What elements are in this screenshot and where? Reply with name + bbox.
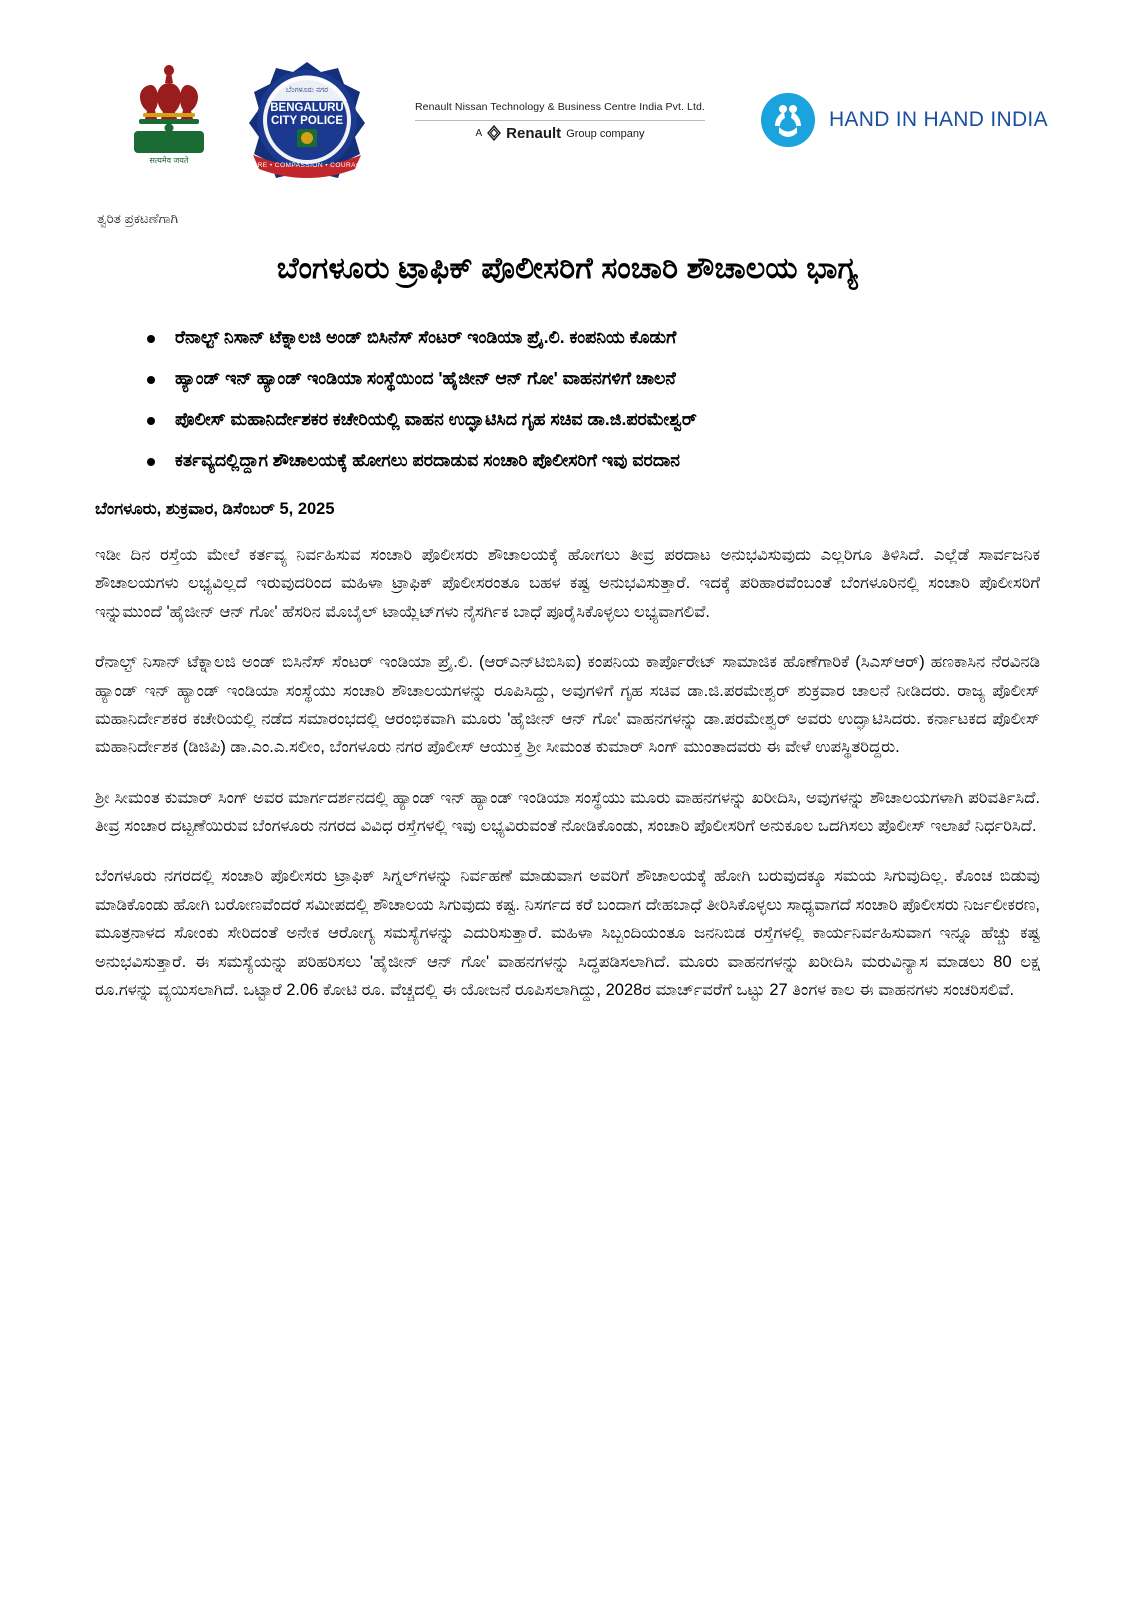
svg-text:ಬೆಂಗಳೂರು ನಗರ: ಬೆಂಗಳೂರು ನಗರ [285, 85, 329, 94]
renault-group-prefix: A [475, 128, 483, 140]
logo-bar [95, 55, 1048, 185]
renault-diamond-icon [487, 125, 501, 145]
india-national-emblem-icon [113, 57, 225, 183]
emblem-caption: सत्यमेव जयते [149, 156, 189, 165]
renault-nissan-lockup [415, 101, 705, 144]
renault-brand-name: Renault [506, 125, 562, 143]
body-paragraph: ಬೆಂಗಳೂರು ನಗರದಲ್ಲಿ ಸಂಚಾರಿ ಪೊಲೀಸರು ಟ್ರಾಫಿಕ್ ಸಿಗ್ನಲ್‌ಗಳನ್ನು ನಿರ್ವಹಣೆ ಮಾಡುವಾಗ ಅವರಿಗೆ ಶೌಚಾಲಯಕ್ಕೆ ಹೋಗಿ ಬರುವುದಕ್ಕೂ ಸಮಯ ಸಿಗುವುದಿಲ್ಲ. ಕೊಂಚ ಬಿಡುವು ಮಾಡಿಕೊಂಡು ಹೋಗಿ ಬರೋಣವೆಂದರೆ ಸಮೀಪದಲ್ಲಿ ಶೌಚಾಲಯ ಸಿಗುವುದು ಕಷ್ಟ. ನಿಸರ್ಗದ ಕರೆ ಬಂದಾಗ ದೇಹಬಾಧೆ ತೀರಿಸಿಕೊಳ್ಳಲು ಸಾಧ್ಯವಾಗದೆ ಸಂಚಾರಿ ಪೊಲೀಸರು ನಿರ್ಜಲೀಕರಣ, ಮೂತ್ರನಾಳದ ಸೋಂಕು ಸೇರಿದಂತೆ ಅನೇಕ ಆರೋಗ್ಯ ಸಮಸ್ಯೆಗಳನ್ನು ಎದುರಿಸುತ್ತಾರೆ. ಮಹಿಳಾ ಸಿಬ್ಬಂದಿಯಂತೂ ಜನನಿಬಿಡ ರಸ್ತೆಗಳಲ್ಲಿ ಕಾರ್ಯನಿರ್ವಹಿಸುವಾಗ ಇನ್ನೂ ಹೆಚ್ಚು ಕಷ್ಟ ಅನುಭವಿಸುತ್ತಾರೆ. ಈ ಸಮಸ್ಯೆಯನ್ನು ಪರಿಹರಿಸಲು 'ಹೈಜೀನ್ ಆನ್ ಗೋ' ವಾಹನಗಳನ್ನು ಸಿದ್ಧಪಡಿಸಲಾಗಿದೆ. ಮೂರು ವಾಹನಗಳನ್ನು ಖರೀದಿಸಿ ಮರುವಿನ್ಯಾಸ ಮಾಡಲು 80 ಲಕ್ಷ ರೂ.ಗಳನ್ನು ವ್ಯಯಿಸಲಾಗಿದೆ. ಒಟ್ಟಾರೆ 2.06 ಕೋಟಿ ರೂ. ವೆಚ್ಚದಲ್ಲಿ ಈ ಯೋಜನೆ ರೂಪಿಸಲಾಗಿದ್ದು, 2028ರ ಮಾರ್ಚ್‌ವರೆಗೆ ಒಟ್ಟು 27 ತಿಂಗಳ ಕಾಲ ಈ ವಾಹನಗಳು ಸಂಚರಿಸಲಿವೆ. [95, 867, 1040, 999]
bengaluru-city-police-badge-icon [243, 59, 371, 181]
page-title: ಬೆಂಗಳೂರು ಟ್ರಾಫಿಕ್ ಪೊಲೀಸರಿಗೆ ಸಂಚಾರಿ ಶೌಚಾಲಯ ಭಾಗ್ಯ [276, 252, 859, 285]
svg-text:CITY POLICE: CITY POLICE [271, 115, 343, 127]
highlights-list [95, 324, 1040, 475]
list-item: ಹ್ಯಾಂಡ್ ಇನ್ ಹ್ಯಾಂಡ್ ಇಂಡಿಯಾ ಸಂಸ್ಥೆಯಿಂದ 'ಹೈಜೀನ್ ಆನ್ ಗೋ' ವಾಹನಗಳಿಗೆ ಚಾಲನೆ [147, 365, 1040, 392]
renault-group-suffix: Group company [566, 127, 645, 140]
for-immediate-release-label: ತ್ವರಿತ ಪ್ರಕಟಣೆಗಾಗಿ [97, 211, 179, 226]
renault-group-line [415, 125, 705, 145]
svg-text:BENGALURU: BENGALURU [270, 102, 344, 114]
body-paragraph: ಶ್ರೀ ಸೀಮಂತ ಕುಮಾರ್ ಸಿಂಗ್ ಅವರ ಮಾರ್ಗದರ್ಶನದಲ್ಲಿ ಹ್ಯಾಂಡ್ ಇನ್ ಹ್ಯಾಂಡ್ ಇಂಡಿಯಾ ಸಂಸ್ಥೆಯು ಮೂರು ವಾಹನಗಳನ್ನು ಖರೀದಿಸಿ, ಅವುಗಳನ್ನು ಶೌಚಾಲಯಗಳಾಗಿ ಪರಿವರ್ತಿಸಿದೆ. ತೀವ್ರ ಸಂಚಾರ ದಟ್ಟಣೆಯಿರುವ ಬೆಂಗಳೂರು ನಗರದ ವಿವಿಧ ರಸ್ತೆಗಳಲ್ಲಿ ಇವು ಲಭ್ಯವಿರುವಂತೆ ನೋಡಿಕೊಂಡು, ಸಂಚಾರಿ ಪೊಲೀಸರಿಗೆ ಅನುಕೂಲ ಒದಗಿಸಲು ಪೊಲೀಸ್ ಇಲಾಖೆ ನಿರ್ಧರಿಸಿದೆ. [95, 788, 1040, 835]
hand-in-hand-india-name: HAND IN HAND INDIA [828, 108, 1048, 131]
hand-in-hand-india-logo [761, 93, 1048, 147]
emblem-base [134, 131, 204, 153]
list-item: ಕರ್ತವ್ಯದಲ್ಲಿದ್ದಾಗ ಶೌಚಾಲಯಕ್ಕೆ ಹೋಗಲು ಪರದಾಡುವ ಸಂಚಾರಿ ಪೊಲೀಸರಿಗೆ ಇವು ವರದಾನ [147, 447, 1040, 474]
renault-company-line: Renault Nissan Technology & Business Centre India Pvt. Ltd. [415, 101, 705, 114]
hand-in-hand-icon [761, 93, 815, 147]
body-paragraph: ಇಡೀ ದಿನ ರಸ್ತೆಯ ಮೇಲೆ ಕರ್ತವ್ಯ ನಿರ್ವಹಿಸುವ ಸಂಚಾರಿ ಪೊಲೀಸರು ಶೌಚಾಲಯಕ್ಕೆ ಹೋಗಲು ತೀವ್ರ ಪರದಾಟ ಅನುಭವಿಸುವುದು ಎಲ್ಲರಿಗೂ ತಿಳಿಸಿದೆ. ಎಲ್ಲೆಡೆ ಸಾರ್ವಜನಿಕ ಶೌಚಾಲಯಗಳು ಲಭ್ಯವಿಲ್ಲದೆ ಇರುವುದರಿಂದ ಮಹಿಳಾ ಟ್ರಾಫಿಕ್ ಪೊಲೀಸರಂತೂ ಬಹಳ ಕಷ್ಟ ಅನುಭವಿಸುತ್ತಾರೆ. ಇದಕ್ಕೆ ಪರಿಹಾರವೆಂಬಂತೆ ಬೆಂಗಳೂರಿನಲ್ಲಿ ಸಂಚಾರಿ ಪೊಲೀಸರಿಗೆ ಇನ್ನುಮುಂದೆ 'ಹೈಜೀನ್ ಆನ್ ಗೋ' ಹೆಸರಿನ ಮೊಬೈಲ್ ಟಾಯ್ಲೆಟ್‌ಗಳು ನೈಸರ್ಗಿಕ ಬಾಧೆ ಪೂರೈಸಿಕೊಳ್ಳಲು ಲಭ್ಯವಾಗಲಿವೆ. [95, 546, 1040, 621]
dateline: ಬೆಂಗಳೂರು, ಶುಕ್ರವಾರ, ಡಿಸೆಂಬರ್ 5, 2025 [95, 500, 335, 518]
svg-text:CARE • COMPASSION • COURAGE: CARE • COMPASSION • COURAGE [247, 162, 367, 169]
body-paragraph: ರೆನಾಲ್ಟ್ ನಿಸಾನ್ ಟೆಕ್ನಾಲಜಿ ಅಂಡ್ ಬಿಸಿನೆಸ್ ಸೆಂಟರ್ ಇಂಡಿಯಾ ಪ್ರೈ.ಲಿ. (ಆರ್‌ಎನ್‌ಟಿಬಿಸಿಐ) ಕಂಪನಿಯ ಕಾರ್ಪೊರೇಟ್ ಸಾಮಾಜಿಕ ಹೊಣೆಗಾರಿಕೆ (ಸಿಎಸ್‌ಆರ್) ಹಣಕಾಸಿನ ನೆರವಿನಡಿ ಹ್ಯಾಂಡ್ ಇನ್ ಹ್ಯಾಂಡ್ ಇಂಡಿಯಾ ಸಂಸ್ಥೆಯು ಸಂಚಾರಿ ಶೌಚಾಲಯಗಳನ್ನು ರೂಪಿಸಿದ್ದು, ಅವುಗಳಿಗೆ ಗೃಹ ಸಚಿವ ಡಾ.ಜಿ.ಪರಮೇಶ್ವರ್ ಶುಕ್ರವಾರ ಚಾಲನೆ ನೀಡಿದರು. ರಾಜ್ಯ ಪೊಲೀಸ್ ಮಹಾನಿರ್ದೇಶಕರ ಕಚೇರಿಯಲ್ಲಿ ನಡೆದ ಸಮಾರಂಭದಲ್ಲಿ ಆರಂಭಿಕವಾಗಿ ಮೂರು 'ಹೈಜೀನ್ ಆನ್ ಗೋ' ವಾಹನಗಳನ್ನು ಡಾ.ಪರಮೇಶ್ವರ್ ಅವರು ಉದ್ಘಾಟಿಸಿದರು. ಕರ್ನಾಟಕದ ಪೊಲೀಸ್ ಮಹಾನಿರ್ದೇಶಕ (ಡಿಜಿಪಿ) ಡಾ.ಎಂ.ಎ.ಸಲೀಂ, ಬೆಂಗಳೂರು ನಗರ ಪೊಲೀಸ್ ಆಯುಕ್ತ ಶ್ರೀ ಸೀಮಂತ ಕುಮಾರ್ ಸಿಂಗ್ ಮುಂತಾದವರು ಈ ವೇಳೆ ಉಪಸ್ಥಿತರಿದ್ದರು. [95, 653, 1040, 757]
list-item: ಪೊಲೀಸ್ ಮಹಾನಿರ್ದೇಶಕರ ಕಚೇರಿಯಲ್ಲಿ ವಾಹನ ಉದ್ಘಾಟಿಸಿದ ಗೃಹ ಸಚಿವ ಡಾ.ಜಿ.ಪರಮೇಶ್ವರ್ [147, 406, 1040, 433]
list-item: ರೆನಾಲ್ಟ್ ನಿಸಾನ್ ಟೆಕ್ನಾಲಜಿ ಅಂಡ್ ಬಿಸಿನೆಸ್ ಸೆಂಟರ್ ಇಂಡಿಯಾ ಪ್ರೈ.ಲಿ. ಕಂಪನಿಯ ಕೊಡುಗೆ [147, 324, 1040, 351]
renault-divider [415, 120, 705, 121]
